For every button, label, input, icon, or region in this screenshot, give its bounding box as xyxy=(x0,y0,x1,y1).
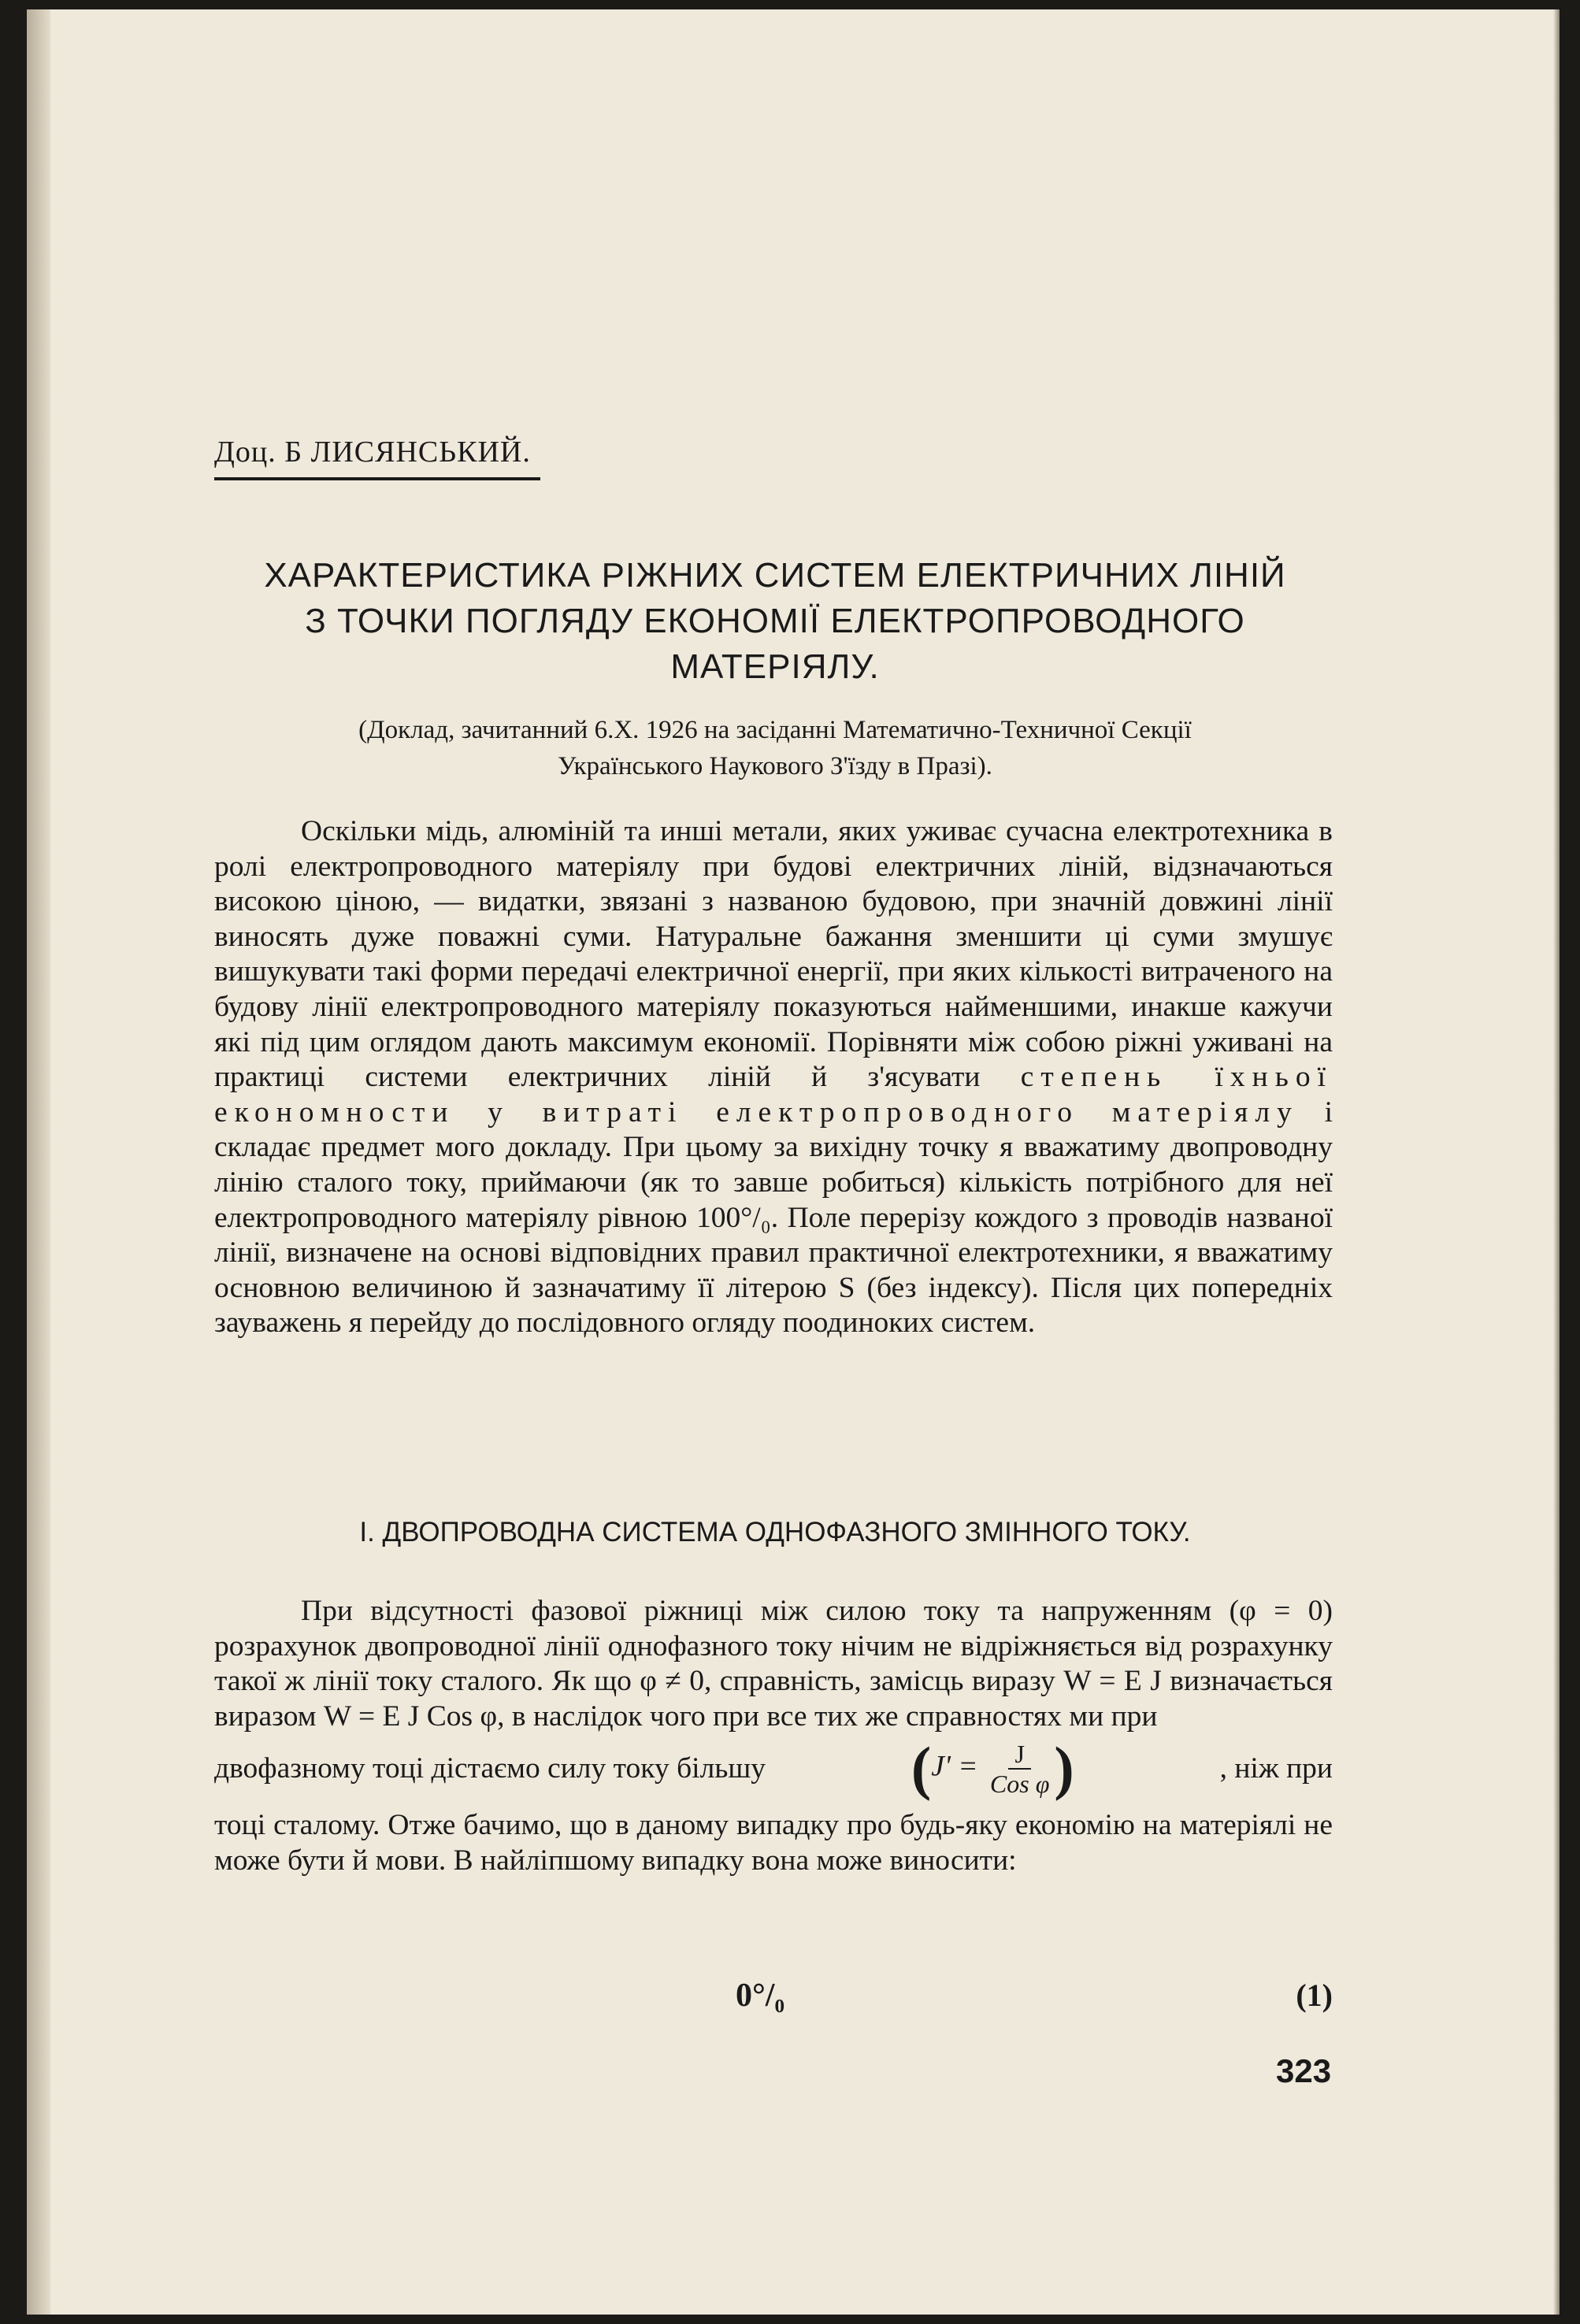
title-line-3: МАТЕРІЯЛУ. xyxy=(670,647,880,686)
formula-line xyxy=(214,1736,1333,1803)
article-subtitle xyxy=(184,712,1366,784)
page-number: 323 xyxy=(1276,2052,1332,2089)
section-1-paragraph-2: тоці сталому. Отже бачимо, що в даному випадку про будь-яку економію на матеріялі не може бути й мови. В найліпшому випадку вона може виносити: xyxy=(214,1809,1333,1877)
section-1-body xyxy=(214,1594,1333,1879)
subtitle-line-1: (Доклад, зачитанний 6.X. 1926 на засіданні Математично-Техничної Секції xyxy=(358,716,1192,744)
formula-numerator: J xyxy=(1008,1740,1030,1770)
title-line-1: ХАРАКТЕРИСТИКА РІЖНИХ СИСТЕМ ЕЛЕКТРИЧНИХ ЛІНІЙ xyxy=(264,556,1286,595)
intro-part-2: і складає предмет мого докладу. При цьому за вихідну точку я вважатиму двопроводну лінію сталого току, приймаючи (як то завше робиться) кількість потрібного для неї електропроводного матеріялу рівною 100°/₀. Поле перерізу кождого з проводів названої лінії, визначене на основі відповідних правил практичної електротехники, я вважатиму основною величиною й зазначатиму її літерою S (без індексу). Після цих попередніх зауважень я перейду до послідовного огляду поодиноких систем. xyxy=(214,1095,1333,1340)
section-1-paragraph-1: При відсутності фазової ріжниці між силою току та напруженням (φ = 0) розрахунок двопроводної лінії однофазного току нічим не відріжняється від розрахунку такої ж лінії току сталого. Як що φ ≠ 0, справність, замісць виразу W = E J визначається виразом W = E J Cos φ, в наслідок чого при все тих же справностях ми при xyxy=(214,1595,1333,1733)
page-right-edge xyxy=(1553,9,1560,2315)
equation-value: 0°/₀ xyxy=(736,1977,785,2014)
article-title xyxy=(184,553,1366,690)
formula-lhs: J' = xyxy=(931,1750,978,1783)
equation-number: (1) xyxy=(1296,1977,1333,2013)
formula-pre-text: двофазному тоці дістаємо силу току більшу xyxy=(214,1752,766,1785)
page-gutter-shadow xyxy=(27,9,50,2315)
intro-text xyxy=(214,814,1333,1341)
formula-fraction xyxy=(990,1740,1050,1798)
intro-spaced-phrase: степень їхньої економности у витраті електропроводного матеріялу xyxy=(214,1061,1333,1129)
left-paren: ( xyxy=(911,1736,932,1803)
section-heading: I. ДВОПРОВОДНА СИСТЕМА ОДНОФАЗНОГО ЗМІННОГО ТОКУ. xyxy=(359,1517,1191,1547)
formula-denominator: Cos φ xyxy=(989,1770,1050,1799)
author-line: Доц. Б ЛИСЯНСЬКИЙ. xyxy=(214,435,540,480)
formula-post-text: , ніж при xyxy=(1219,1752,1333,1785)
intro-part-1: Оскільки мідь, алюміній та инші метали, яких уживає сучасна електротехника в ролі електропроводного матеріялу при будові електричних ліній, відзначаються високою ціною, — видатки, звязані з названою будовою, при значній довжині лінії виносять дуже поважні суми. Натуральне бажання зменшити ці суми змушує вишукувати такі форми передачі електричної енергії, при яких кількості витраченого на будову лінії електропроводного матеріялу показуються найменшими, инакше кажучи які під цим оглядом дають максимум економії. Порівняти між собою ріжні уживані на практиці системи електричних ліній й з'ясувати xyxy=(214,815,1333,1094)
intro-paragraph xyxy=(214,814,1333,1341)
book-page xyxy=(27,9,1560,2315)
equation-line xyxy=(214,1977,1333,2016)
subtitle-line-2: Українського Наукового З'їзду в Празі). xyxy=(558,752,992,780)
title-line-2: З ТОЧКИ ПОГЛЯДУ ЕКОНОМІЇ ЕЛЕКТРОПРОВОДНОГО xyxy=(305,602,1245,640)
current-formula xyxy=(911,1736,1074,1803)
right-paren: ) xyxy=(1054,1736,1074,1803)
